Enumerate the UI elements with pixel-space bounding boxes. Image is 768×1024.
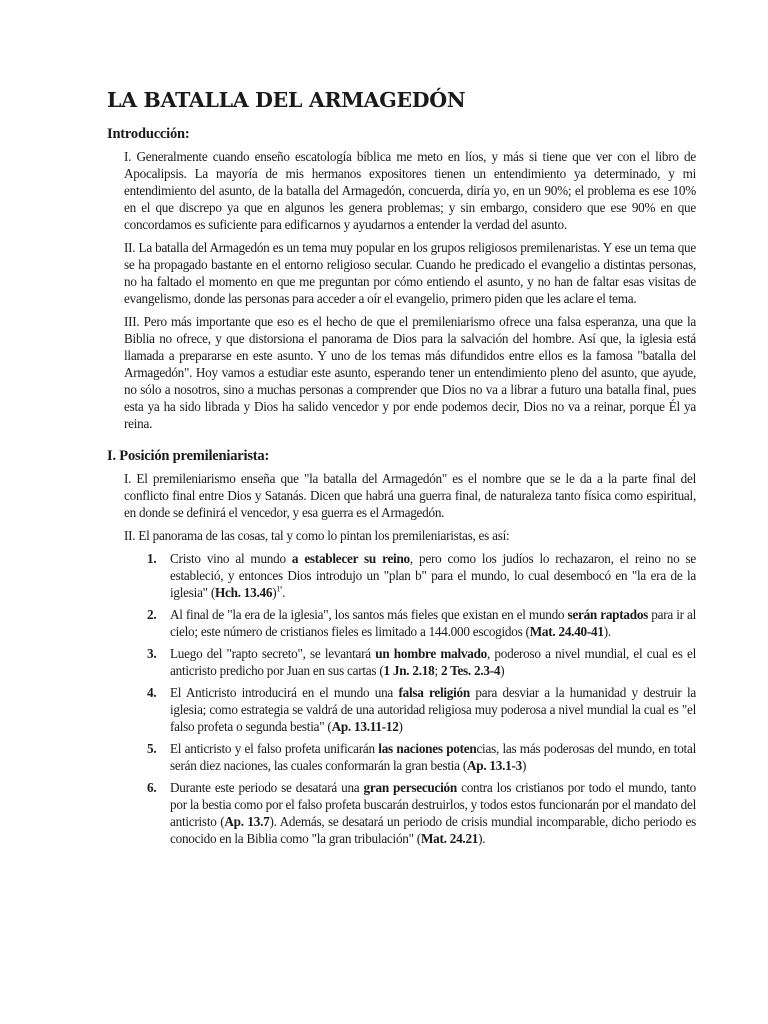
emphasis-text: a establecer su reino [291, 551, 410, 566]
list-item-number: 3. [147, 646, 157, 661]
list-item-number: 5. [147, 741, 157, 756]
text-run: ) [500, 663, 505, 678]
text-run: para desviar a la humanidad y destruir la iglesia; como estrategia se valdrá de una autoridad religiosa muy poderosa a nivel mundial la cual es "el falso profeta o segunda bestia" ( [170, 685, 697, 734]
list-item [124, 645, 696, 679]
list-item [124, 684, 696, 735]
list-item-number: 1. [147, 551, 157, 566]
posicion-paragraph-1: I. El premileniarismo enseña que "la batalla del Armagedón" es el nombre que se le da a la parte final del conflicto final entre Dios y Satanás. Dicen que habrá una guerra final, de naturaleza tanto física como espiritual, en donde se definirá el vencedor, y esa guerra es el Armagedón. [124, 471, 696, 520]
emphasis-text: Ap. 13.11-12 [331, 719, 399, 734]
list-item [124, 740, 696, 774]
points-list [107, 550, 696, 847]
posicion-section [107, 448, 696, 847]
text-run: Luego del "rapto secreto", se levantará [170, 646, 376, 661]
text-run: ) [272, 585, 277, 600]
intro-section [107, 126, 696, 432]
document-title: LA BATALLA DEL ARMAGEDÓN [107, 88, 466, 112]
emphasis-text: Ap. 13.1-3 [466, 758, 522, 773]
emphasis-text: Mat. 24.21 [420, 831, 479, 846]
list-item-text [170, 607, 696, 639]
text-run: , pero como los judíos lo rechazaron, el reino no se estableció, y entonces Dios introdujo un "plan b" para el mundo, lo cual desembocó en "la era de la iglesia" ( [170, 551, 696, 600]
text-run: Al final de "la era de la iglesia", los santos más fieles que existan en el mundo [170, 607, 568, 622]
text-run: . [282, 585, 286, 600]
list-item [124, 550, 696, 601]
text-run: , poderoso a nivel mundial, el cual es el anticristo predicho por Juan en sus cartas ( [170, 646, 696, 678]
list-item [124, 606, 696, 640]
emphasis-text: Ap. 13.7 [224, 814, 270, 829]
text-run: ). Además, se desatará un periodo de crisis mundial incomparable, dicho periodo es conocido en la Biblia como "la gran tribulación" ( [170, 814, 697, 846]
list-item-text [170, 551, 696, 600]
text-run: ; [434, 663, 441, 678]
list-item-text [170, 780, 696, 846]
text-run: para ir al cielo; este número de cristianos fieles es limitado a 144.000 escogidos ( [170, 607, 697, 639]
text-run: ) [398, 719, 403, 734]
emphasis-text: las naciones poten [378, 741, 477, 756]
intro-heading: Introducción: [107, 126, 190, 142]
intro-paragraph-1: I. Generalmente cuando enseño escatología bíblica me meto en líos, y más si tiene que ver con el libro de Apocalipsis. La mayoría de mis hermanos expositores tienen un entendimiento ya determinado, y mi entendimiento del asunto, de la batalla del Armagedón, concuerda, diría yo, en un 90%; el problema es ese 10% en el que discrepo ya que en algunos les genera problemas; y sin embargo, considero que ese 90% en que concordamos es suficiente para edificarnos y ayudarnos a entender la verdad del asunto. [124, 149, 696, 232]
text-run: Durante este periodo se desatará una [170, 780, 364, 795]
emphasis-text: falsa religión [398, 685, 470, 700]
list-item-number: 4. [147, 685, 157, 700]
intro-paragraph-2: II. La batalla del Armagedón es un tema muy popular en los grupos religiosos premilenaristas. Y ese un tema que se ha propagado bastante en el entorno religioso secular. Cuando he predicado el evangelio a distintas personas, no ha faltado el momento en que me preguntan por cómo entiendo el asunto, y no han de faltar esas visitas de evangelismo, donde las personas para acceder a oír el evangelio, primero piden que les aclare el tema. [124, 240, 696, 306]
list-item-text [170, 741, 696, 773]
emphasis-text: Hch. 13.46 [215, 585, 273, 600]
list-item-text [170, 646, 696, 678]
text-run: ). [603, 624, 611, 639]
list-item-text [170, 685, 696, 734]
emphasis-text: 1 Jn. 2.18 [383, 663, 435, 678]
posicion-paragraph-2: II. El panorama de las cosas, tal y como lo pintan los premileniaristas, es así: [124, 528, 510, 543]
text-run: El anticristo y el falso profeta unificarán [170, 741, 379, 756]
list-item-number: 2. [147, 607, 157, 622]
list-item-number: 6. [147, 780, 157, 795]
text-run: ). [478, 831, 486, 846]
text-run: ) [521, 758, 527, 773]
posicion-heading: I. Posición premileniarista: [107, 448, 270, 464]
list-item [124, 779, 696, 847]
emphasis-text: 2 Tes. 2.3-4 [440, 663, 501, 678]
emphasis-text: Mat. 24.40-41 [529, 624, 604, 639]
footnote-marker: 1ª [276, 584, 283, 594]
emphasis-text: gran persecución [363, 780, 457, 795]
intro-paragraph-3: III. Pero más importante que eso es el hecho de que el premileniarismo ofrece una falsa esperanza, una que la Biblia no ofrece, y que distorsiona el panorama de Dios para la salvación del hombre. Así que, la iglesia está llamada a prepararse en este asunto. Y uno de los temas más difundidos entre ellos es la famosa "batalla del Armagedón". Hoy vamos a estudiar este asunto, esperando tener un entendimiento pleno del asunto, que ayude, no sólo a nosotros, sino a muchas personas a comprender que Dios no va a librar a futuro una batalla final, pues esta ya ha sido librada y Dios ha salido vencedor y por ende podemos decir, Dios no va a reinar, porque Él ya reina. [124, 314, 696, 431]
text-run: Cristo vino al mundo [170, 551, 292, 566]
emphasis-text: un hombre malvado [375, 646, 487, 661]
emphasis-text: serán raptados [567, 607, 649, 622]
text-run: cias, las más poderosas del mundo, en total serán diez naciones, las cuales conformarán la gran bestia ( [170, 741, 696, 773]
text-run: El Anticristo introducirá en el mundo una [170, 685, 399, 700]
text-run: contra los cristianos por todo el mundo, tanto por la bestia como por el falso profeta buscarán destruirlos, y todos estos funcionarán por el mandato del anticristo ( [170, 780, 696, 829]
